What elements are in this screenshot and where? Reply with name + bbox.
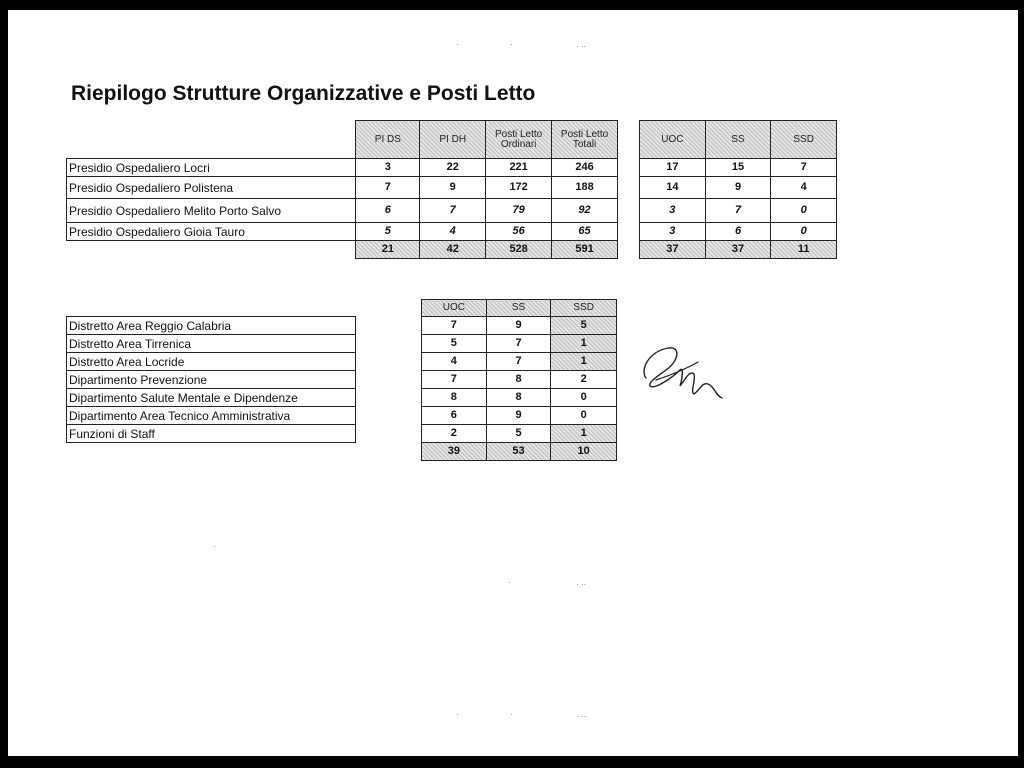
col-header-ss: SS <box>705 121 771 159</box>
cell-uoc: 8 <box>422 389 487 407</box>
cell-ss: 7 <box>705 199 771 223</box>
cell-uoc: 5 <box>422 335 487 353</box>
cell-pl-totali: 246 <box>552 159 618 177</box>
table-row <box>422 389 617 407</box>
cell-ss: 5 <box>486 425 551 443</box>
row-label: Funzioni di Staff <box>67 425 356 443</box>
col-header-ss: SS <box>486 300 551 317</box>
scan-speck: · ·· <box>576 42 587 51</box>
col-header-uoc: UOC <box>422 300 487 317</box>
cell-ss: 15 <box>705 159 771 177</box>
cell-ssd: 0 <box>551 389 617 407</box>
scan-speck: · <box>508 578 511 587</box>
table-row <box>422 353 617 371</box>
row-label: Presidio Ospedaliero Polistena <box>67 177 356 199</box>
table-row <box>67 353 356 371</box>
cell-pl-ds: 6 <box>356 199 420 223</box>
table-row <box>67 199 618 223</box>
cell-uoc: 2 <box>422 425 487 443</box>
document-page <box>8 10 1018 756</box>
cell-pl-dh: 4 <box>420 223 486 241</box>
table-row <box>640 159 837 177</box>
cell-uoc: 3 <box>640 223 706 241</box>
scan-speck: · ·· <box>576 712 587 721</box>
cell-ss: 8 <box>486 371 551 389</box>
total-uoc: 37 <box>640 241 706 259</box>
cell-pl-totali: 188 <box>552 177 618 199</box>
totals-row <box>422 443 617 461</box>
scan-speck: · <box>510 40 513 49</box>
col-header-ssd: SSD <box>551 300 617 317</box>
totals-row <box>67 241 618 259</box>
cell-ssd: 4 <box>771 177 837 199</box>
cell-ss: 9 <box>705 177 771 199</box>
total-pl-ordinari: 528 <box>486 241 552 259</box>
table-row <box>422 407 617 425</box>
table-row <box>67 159 618 177</box>
cell-ssd: 1 <box>551 425 617 443</box>
distretti-values-table <box>421 299 617 461</box>
scan-speck: · <box>510 710 513 719</box>
cell-uoc: 14 <box>640 177 706 199</box>
row-label: Dipartimento Prevenzione <box>67 371 356 389</box>
table-row <box>67 371 356 389</box>
total-ssd: 10 <box>551 443 617 461</box>
table-row <box>67 223 618 241</box>
scan-speck: · <box>456 40 459 49</box>
row-label: Distretto Area Reggio Calabria <box>67 317 356 335</box>
scan-speck: · ·· <box>576 580 587 589</box>
scan-speck: · <box>213 542 216 551</box>
presidi-table <box>66 120 618 259</box>
cell-ss: 9 <box>486 317 551 335</box>
cell-ss: 6 <box>705 223 771 241</box>
cell-uoc: 7 <box>422 371 487 389</box>
cell-pl-ordinari: 221 <box>486 159 552 177</box>
page-title: Riepilogo Strutture Organizzative e Posti Letto <box>71 82 536 105</box>
table-row <box>67 425 356 443</box>
col-header-uoc: UOC <box>640 121 706 159</box>
cell-uoc: 17 <box>640 159 706 177</box>
row-label: Presidio Ospedaliero Locri <box>67 159 356 177</box>
cell-ss: 7 <box>486 335 551 353</box>
table-row <box>422 335 617 353</box>
cell-ssd: 0 <box>551 407 617 425</box>
cell-pl-ordinari: 56 <box>486 223 552 241</box>
col-header-pl-dh: PI DH <box>420 121 486 159</box>
table-row <box>67 407 356 425</box>
table-row <box>640 223 837 241</box>
total-ss: 53 <box>486 443 551 461</box>
cell-pl-totali: 92 <box>552 199 618 223</box>
cell-ssd: 2 <box>551 371 617 389</box>
cell-ssd: 1 <box>551 335 617 353</box>
cell-uoc: 6 <box>422 407 487 425</box>
table-row <box>67 335 356 353</box>
total-pl-totali: 591 <box>552 241 618 259</box>
scan-speck: · <box>456 710 459 719</box>
total-ss: 37 <box>705 241 771 259</box>
total-ssd: 11 <box>771 241 837 259</box>
row-label: Presidio Ospedaliero Melito Porto Salvo <box>67 199 356 223</box>
col-header-pl-totali: Posti Letto Totali <box>552 121 618 159</box>
table-row <box>422 317 617 335</box>
table-row <box>640 199 837 223</box>
row-label: Dipartimento Area Tecnico Amministrativa <box>67 407 356 425</box>
header-spacer <box>67 121 356 159</box>
table-row <box>67 317 356 335</box>
cell-ssd: 0 <box>771 199 837 223</box>
cell-pl-dh: 9 <box>420 177 486 199</box>
table-row <box>67 177 618 199</box>
cell-pl-ds: 5 <box>356 223 420 241</box>
total-uoc: 39 <box>422 443 487 461</box>
cell-uoc: 4 <box>422 353 487 371</box>
row-label: Presidio Ospedaliero Gioia Tauro <box>67 223 356 241</box>
col-header-pl-ds: PI DS <box>356 121 420 159</box>
cell-ss: 7 <box>486 353 551 371</box>
presidi-strutture-table <box>639 120 837 259</box>
cell-ssd: 1 <box>551 353 617 371</box>
cell-ssd: 0 <box>771 223 837 241</box>
col-header-pl-ordinari: Posti Letto Ordinari <box>486 121 552 159</box>
cell-pl-dh: 22 <box>420 159 486 177</box>
cell-ss: 9 <box>486 407 551 425</box>
total-pl-ds: 21 <box>356 241 420 259</box>
cell-pl-dh: 7 <box>420 199 486 223</box>
cell-uoc: 3 <box>640 199 706 223</box>
cell-pl-ds: 7 <box>356 177 420 199</box>
row-label: Distretto Area Tirrenica <box>67 335 356 353</box>
col-header-ssd: SSD <box>771 121 837 159</box>
table-row <box>67 389 356 407</box>
signature-icon <box>638 340 728 410</box>
totals-spacer <box>67 241 356 259</box>
row-label: Distretto Area Locride <box>67 353 356 371</box>
total-pl-dh: 42 <box>420 241 486 259</box>
cell-ss: 8 <box>486 389 551 407</box>
cell-pl-ds: 3 <box>356 159 420 177</box>
cell-uoc: 7 <box>422 317 487 335</box>
cell-ssd: 5 <box>551 317 617 335</box>
cell-pl-totali: 65 <box>552 223 618 241</box>
table-row <box>422 425 617 443</box>
table-row <box>422 371 617 389</box>
cell-pl-ordinari: 172 <box>486 177 552 199</box>
cell-pl-ordinari: 79 <box>486 199 552 223</box>
table-row <box>640 177 837 199</box>
row-label: Dipartimento Salute Mentale e Dipendenze <box>67 389 356 407</box>
distretti-label-table <box>66 316 356 443</box>
totals-row <box>640 241 837 259</box>
cell-ssd: 7 <box>771 159 837 177</box>
